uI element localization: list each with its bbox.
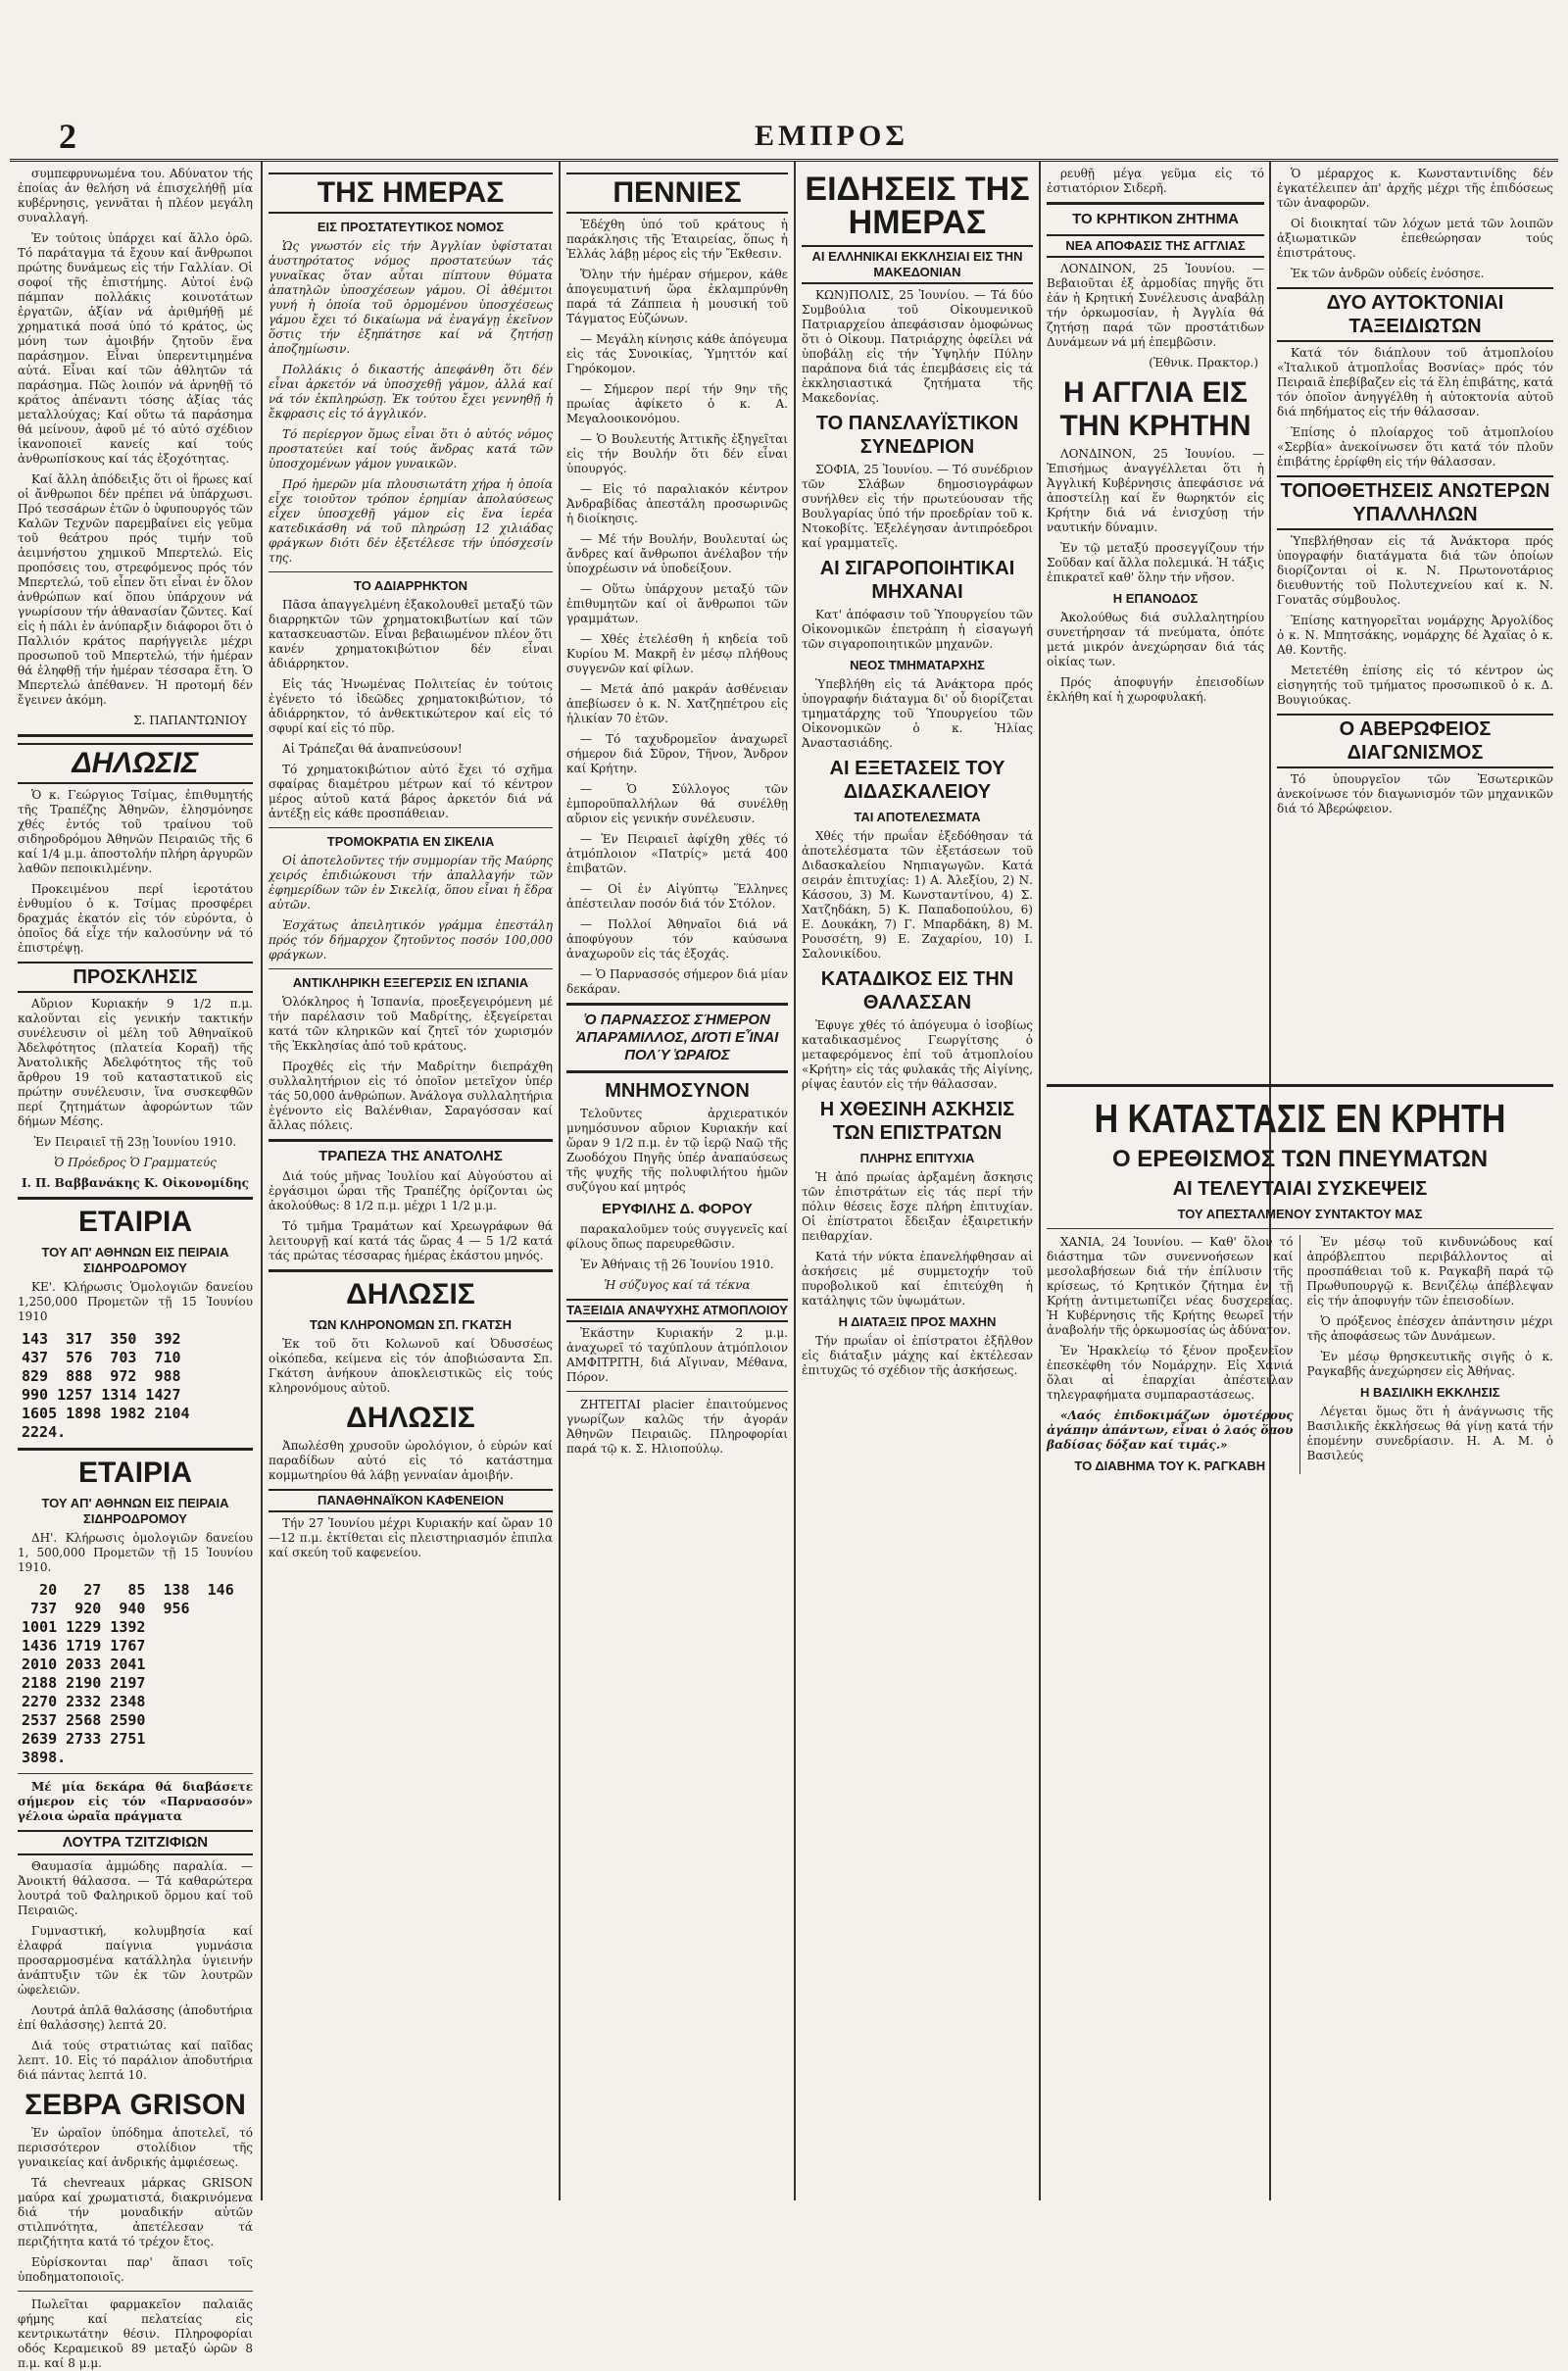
- advert-text: Τά chevreaux μάρκας GRISON μαύρα καί χρωματιστά, διακρινόμενα διά τήν μοναδικήν αὐτῶν στιλπνότητα, ἀπετέλεσαν τά περιζήτητα κατά τό τρέχον ἔτος.: [18, 2176, 253, 2248]
- article-text: Τό χρηματοκιβώτιον αὐτό ἔχει τό σχῆμα σφαίρας διαμέτρου μέτρων καί τό κέντρον μέρος αὐτοῦ κατά βάρος ἀρκετόν διά νά ἀντέξῃ εἰς κάθε προσπάθειαν.: [269, 763, 553, 820]
- brief-text: — Χθές ἐτελέσθη ἡ κηδεία τοῦ Κυρίου Μ. Μακρῆ ἐν μέσῳ πλήθους συγγενῶν καί φίλων.: [566, 632, 788, 675]
- headline-averofios: Ο ΑΒΕΡΩΦΕΙΟΣ ΔΙΑΓΩΝΙΣΜΟΣ: [1277, 714, 1553, 768]
- notice-text: Τελοῦντες ἀρχιερατικόν μνημόσυνον αὔριον Κυριακήν καί ὥραν 9 1/2 π.μ. ἐν τῷ ἱερῷ Ναῷ τῆς Ζωοδόχου Πηγῆς ὑπέρ ἀναπαύσεως τῆς ψυχῆς τῆς πολυφιλήτου ἡμῶν συζύγου καί μητρός: [566, 1107, 788, 1194]
- lottery-text: ΔΗ'. Κλήρωσις ὁμολογιῶν δανείου 1, 500,000 Προμετῶν τῇ 15 Ἰουνίου 1910.: [18, 1531, 253, 1574]
- headline-dilosis: ΔΗΛΩΣΙΣ: [346, 1278, 475, 1310]
- subheadline: Η ΒΑΣΙΛΙΚΗ ΕΚΚΛΗΣΙΣ: [1359, 1385, 1500, 1400]
- divider: [1047, 1228, 1553, 1229]
- article-text: Λέγεται ὅμως ὅτι ἡ ἀνάγνωσις τῆς Βασιλικῆς ἐκκλήσεως θά γίνῃ κατά τήν ἑπομένην συνεδρίασιν. Η. Α. Μ. ὁ Βασιλεύς: [1306, 1405, 1553, 1462]
- article-text: Ἀκολούθως διά συλλαλητηρίου συνετήρησαν τά πνεύματα, ὁπότε μετά μικρόν ἀνεχώρησαν διά τάς οἰκίας των.: [1047, 611, 1264, 668]
- article-text: Τό ὑπουργεῖον τῶν Ἐσωτερικῶν ἀνεκοίνωσε τόν διαγωνισμόν τῶν μηχανικῶν διά τό Ἀβερώφειον.: [1277, 772, 1553, 815]
- divider: [18, 1197, 253, 1200]
- divider: [18, 1773, 253, 1774]
- article-text: Ὑπεβλήθη εἰς τά Ἀνάκτορα πρός ὑπογραφήν διάταγμα δι' οὗ διορίζεται τμηματάρχης τοῦ Ὑπουργείου τῶν Οἰκονομικῶν ὁ κ. Ἠλίας Ἀναστασιάδης.: [802, 677, 1033, 750]
- headline-mnimosynon: ΜΝΗΜΟΣΥΝΟΝ: [605, 1080, 750, 1102]
- brief-text: — Τό ταχυδρομεῖον ἀναχωρεῖ σήμερον διά Σῦρον, Τῆνον, Ἄνδρον καί Κρήτην.: [566, 732, 788, 775]
- column-rule: [1039, 162, 1041, 2200]
- lottery-numbers: 143 317 350 392 437 576 703 710 829 888 972 988 990 1257 1314 1427 1605 1898 1982 2104 2224.: [22, 1330, 190, 1441]
- article-text: Ἐν μέσῳ τοῦ κινδυνώδους καί ἀπρόβλεπτου περιβάλλοντος αἱ προσπάθειαι τοῦ κ. Ραγκαβῆ παρά τῷ Πρωθυπουργῷ κ. Βενιζέλῳ ἀπέβλεψαν εἰς τήν ἀποφυγήν τῶν ἐπεισοδίων.: [1306, 1235, 1553, 1308]
- article-text: Τό περίεργον ὅμως εἶναι ὅτι ὁ αὐτός νόμος προστατεύει καί τούς ἄνδρας κατά τῶν ὑποσχομένων γάμον γυναικῶν.: [269, 427, 553, 470]
- advert-text: Διά τούς στρατιώτας καί παῖδας λεπτ. 10. Εἰς τό παράλιον ἀποδυτήρια διά πάντας λεπτά 10.: [18, 2039, 253, 2082]
- article-text: Ὁλόκληρος ἡ Ἱσπανία, προεξεγειρόμενη μέ τήν παρέλασιν τοῦ Μαδρίτης, ἐξεγείρεται κατά τῶν κληρικῶν καί ζητεῖ τόν χωρισμόν τῆς Ἐκκλησίας ἀπό τοῦ κράτους.: [269, 995, 553, 1053]
- column-2: [269, 167, 553, 2196]
- article-text: Ἐπίσης ὁ πλοίαρχος τοῦ ἀτμοπλοίου «Σερβία» ἀνεκοίνωσεν ὅτι κατά τόν πλοῦν ἐπιβάτης ἐρρίφθη εἰς τήν θάλασσαν.: [1277, 425, 1553, 469]
- article-text: Προχθές εἰς τήν Μαδρίτην διεπράχθη συλλαλητήριον εἰς τό ὁποῖον μετεῖχον ὑπέρ τάς 50,000 ἀνθρώπων. Ἀνάλογα συλλαλητήρια ἐγένοντο εἰς Βαλένθιαν, Σαραγόσσαν καί ἄλλας πόλεις.: [269, 1060, 553, 1132]
- subheadline: ΑΙ ΕΛΛΗΝΙΚΑΙ ΕΚΚΛΗΣΙΑΙ ΕΙΣ ΤΗΝ ΜΑΚΕΔΟΝΙΑΝ: [802, 245, 1033, 284]
- headline-kafeneio: ΠΑΝΑΘΗΝΑΪΚΟΝ ΚΑΦΕΝΕΙΟΝ: [269, 1489, 553, 1512]
- notice-text: Αὔριον Κυριακήν 9 1/2 π.μ. καλοῦνται εἰς γενικήν τακτικήν συνέλευσιν οἱ μέλη τοῦ Ἀθηναϊκοῦ Ἀδελφότητος (πλατεία Κοραῆ) τῆς Ἀνατολικῆς Ἀδελφότητος τῆς τοῦ ἄρθρου 19 τοῦ καταστατικοῦ εἰς πρώτην συνέλευσιν, ἵνα συσκεφθῶν περί ζητημάτων ἀφορώντων τῶν δήμων Μέσης.: [18, 997, 253, 1128]
- article-text: ΚΩΝ)ΠΟΛΙΣ, 25 Ἰουνίου. — Τά δύο Συμβούλια τοῦ Οἰκουμενικοῦ Πατριαρχείου ἀπεφάσισαν ὁμοφώνως ὅτι ὁ Οἰκουμ. Πατριάρχης ὀφείλει νά ὑποβάλῃ εἰς τήν Ὑψηλήν Πύλην παράπονα διά τάς ἐπεμβάσεις εἰς τά ἐκκλησιαστικά ζητήματα τῆς Μακεδονίας.: [802, 288, 1033, 405]
- article-text: Πρός ἀποφυγήν ἐπεισοδίων ἐκλήθη καί ἡ χωροφυλακή.: [1047, 675, 1264, 704]
- brief-text: — Μετά ἀπό μακράν ἀσθένειαν ἀπεβίωσεν ὁ κ. Ν. Χατζηπέτρου εἰς ἡλικίαν 70 ἐτῶν.: [566, 682, 788, 725]
- article-text: Ἐν Ἡρακλείῳ τό ξένον προξενεῖον ἐπεσκέφθη τόν Νομάρχην. Εἰς Χανιά ὅλαι αἱ ἐπαρχίαι ἀπέστειλαν τηλεγραφήματα συμπαραστάσεως.: [1047, 1344, 1294, 1402]
- divider: [1047, 1084, 1553, 1087]
- advert-text: Θαυμασία ἀμμώδης παραλία. — Ἀνοικτή θάλασσα. — Τά καθαρώτερα λουτρά τοῦ Φαληρικοῦ ὅρμου καί τοῦ Πειραιῶς.: [18, 1859, 253, 1917]
- subheadline-etairia: ΤΟΥ ΑΠ' ΑΘΗΝΩΝ ΕΙΣ ΠΕΙΡΑΙΑ ΣΙΔΗΡΟΔΡΟΜΟΥ: [41, 1496, 229, 1526]
- divider: [18, 734, 253, 737]
- divider: [269, 571, 553, 572]
- notice-text: Τήν 27 Ἰουνίου μέχρι Κυριακήν καί ὥραν 10—12 π.μ. ἐκτίθεται εἰς πλειστηριασμόν ἐπιπλα καί σκεύη τοῦ καφενείου.: [269, 1516, 553, 1559]
- divider: [269, 1139, 553, 1142]
- article-text: Πρό ἡμερῶν μία πλουσιωτάτη χήρα ἡ ὁποία εἶχε τοιοῦτον τρόπον ἐρημίαν ἀπολαύσεως εἶχεν ὑποσχεθῇ γάμον εἰς ἕνα ἱερέα κατεδικάσθη νά τοῦ πληρώσῃ 12 χιλιάδας φράγκων διότι δέν ἐξετέλεσε τήν ὑπόσχεσίν της.: [269, 477, 553, 565]
- headline-kritikon: ΤΟ ΚΡΗΤΙΚΟΝ ΖΗΤΗΜΑ: [1072, 211, 1239, 227]
- article-text: Ὑπεβλήθησαν εἰς τά Ἀνάκτορα πρός ὑπογραφήν διατάγματα διά τῶν ὁποίων διορίζονται οἱ κ. Ν. Πρωτονοτάριος διευθυντής τοῦ Πολυτεχνείου καί κ. Ν. Γονατᾶς σύμβουλος.: [1277, 534, 1553, 607]
- newspaper-title: ΕΜΠΡΟΣ: [755, 120, 908, 152]
- article-text: Ὡς γνωστόν εἰς τήν Ἀγγλίαν ὑφίσταται ἀυστηρότατος νόμος προστατεύων τάς γυναῖκας ὅταν αὗται πίπτουν θύματα ἀπατηλῶν ὑποσχέσεων γάμου. Οἱ ἀθέμιτοι γυνή ἡ ὁποία τοῦ ὁρμομένου ὑποσχέσεως γάμου ἔχει τό δικαίωμα νά ἐναγάγῃ ἐκεῖνον ὅστις τήν ἐξηπάτησε καί νά ζητήσῃ ἀποζημίωσιν.: [269, 239, 553, 356]
- subheadline: Η ΔΙΑΤΑΞΙΣ ΠΡΟΣ ΜΑΧΗΝ: [838, 1314, 997, 1329]
- article-text: Ἐπίσης κατηγορεῖται νομάρχης Ἀργολίδος ὁ κ. Ν. Μπητσάκης, νομάρχης δέ Ἀχαΐας ὁ κ. Αθ. Κοντῆς.: [1277, 614, 1553, 657]
- notice-text: Τό τμῆμα Τραμάτων καί Χρεωγράφων θά λειτουργῇ καί κατά τάς ὥρας 4 — 5 1/2 κατά τάς πρώτας τέσσαρας ἡμέρας ἑκάστου μηνός.: [269, 1219, 553, 1262]
- headline-sevra-grison: ΣΕΒΡΑ GRISON: [24, 2089, 246, 2121]
- headline-panslavistikon: ΤΟ ΠΑΝΣΛΑΥΪΣΤΙΚΟΝ ΣΥΝΕΔΡΙΟΝ: [815, 413, 1019, 458]
- article-text: ΛΟΝΔΙΝΟΝ, 25 Ἰουνίου. — Ἐπισήμως ἀναγγέλλεται ὅτι ἡ Ἀγγλική Κυβέρνησις ἀπεφάσισε νά ἀποστείλῃ καί ἕν θωρηκτόν εἰς Κρήτην διά νά ἐνισχύσῃ τήν ναυτικήν δύναμιν.: [1047, 447, 1264, 534]
- article-text: Ὁ μέραρχος κ. Κωνσταντινίδης δέν ἐγκατέλειπεν ἀπ' ἀρχῆς μέχρι τῆς ἐπιδόσεως τῶν ἀναφορῶν.: [1277, 167, 1553, 210]
- subheadline: ΝΕΟΣ ΤΜΗΜΑΤΑΡΧΗΣ: [850, 658, 985, 672]
- brief-text: — Πολλοί Ἀθηναῖοι διά νά ἀποφύγουν τόν καύσωνα ἀναχωροῦν εἰς τάς ἐξοχάς.: [566, 917, 788, 961]
- article-text: Χθές τήν πρωΐαν ἐξεδόθησαν τά ἀποτελέσματα τῶν ἐξετάσεων τοῦ Διδασκαλείου Νηπιαγωγῶν. Κατά σειράν ἐπιτυχίας: 1) Α. Ἀλεξίου, 2) Ν. Κάσσου, 3) Μ. Κωνσταντίνου, 4) Σ. Χατζηδάκη, 5) Κ. Παπαδοπούλου, 6) Ε. Δουκάκη, 7) Γ. Μπαρδάκη, 8) Μ. Ρουσσέτη, 9) Ε. Ζαχαρίου, 10) Ι. Σαλονικίδου.: [802, 829, 1033, 961]
- column-rule: [261, 162, 263, 2200]
- subheadline: ΤΟ ΑΔΙΑΡΡΗΚΤΟΝ: [353, 578, 467, 593]
- article-text: Κατά τήν νύκτα ἐπανελήφθησαν αἱ ἀσκήσεις μέ συμμετοχήν τοῦ πυροβολικοῦ καί ἐπιτεύχθη ἡ κατάληψις τῶν ὑψωμάτων.: [802, 1250, 1033, 1308]
- article-text: Εἰς τάς Ἡνωμένας Πολιτείας ἐν τούτοις ἐγένετο τό ἰδεῶδες χρηματοκιβώτιον, τό ἀδιάρρηκτον, τό ἀνθεκτικώτερον καί εἰς τό σφυρί καί εἰς τό πῦρ.: [269, 677, 553, 735]
- divider: [18, 2291, 253, 2292]
- headline-taxeidia: ΤΑΞΕΙΔΙΑ ΑΝΑΨΥΧΗΣ ΑΤΜΟΠΛΟΙΟΥ: [566, 1299, 788, 1322]
- notice-names: Ι. Π. Βαββανάκης Κ. Οἰκονομίδης: [22, 1176, 249, 1190]
- headline-dilosis: ΔΗΛΩΣΙΣ: [346, 1402, 475, 1434]
- article-text: Ἡ ἀπό πρωίας ἀρξαμένη ἄσκησις τῶν ἐπιστράτων εἰς τάς περί τήν πόλιν θέσεις ἔσχε πλήρη ἐπιτυχίαν. Οἱ ἐπίστρατοι ἔδειξαν ἐξαιρετικήν πειθαρχίαν.: [802, 1170, 1033, 1243]
- page-number: 2: [59, 117, 76, 156]
- article-text: Ἐν μέσῳ θρησκευτικῆς σιγῆς ὁ κ. Ραγκαβῆς ἀνεχώρησεν εἰς Ἀθήνας.: [1306, 1350, 1553, 1378]
- column-rule: [794, 162, 796, 2200]
- headline-katadikos: ΚΑΤΑΔΙΚΟΣ ΕΙΣ ΤΗΝ ΘΑΛΑΣΣΑΝ: [820, 968, 1014, 1013]
- newspaper-page: [10, 0, 1558, 2370]
- notice-date: Ἐν Ἀθήναις τῇ 26 Ἰουνίου 1910.: [580, 1258, 774, 1271]
- column-4: [802, 167, 1033, 2196]
- lottery-numbers: 20 27 85 138 146 737 920 940 956 1001 1229 1392 1436 1719 1767 2010 2033 2041 2188 2190 2197 2270 2332 2348 2537 2568 2590 2639 2733 2751 3898.: [22, 1581, 234, 1766]
- article-text: ΣΟΦΙΑ, 25 Ἰουνίου. — Τό συνέδριον τῶν Σλάβων δημοσιογράφων συνήλθεν εἰς τήν πρωτεύουσαν τῆς Βουλγαρίας ὑπό τήν προεδρίαν τοῦ κ. Ντοκοβίτς. Ἐξελέγησαν ἀντιπρόεδροι καί γραμματεῖς.: [802, 463, 1033, 550]
- article-text: Ἐσχάτως ἀπειλητικόν γράμμα ἐπεστάλη πρός τόν δήμαρχον ζητοῦντος ποσόν 100,000 φράγκων.: [269, 918, 553, 962]
- headline-erethismos: Ο ΕΡΕΘΙΣΜΟΣ ΤΩΝ ΠΝΕΥΜΑΤΩΝ: [1111, 1146, 1489, 1172]
- headline-pennies: ΠΕΝΝΙΕΣ: [566, 173, 788, 214]
- notice-text: παρακαλοῦμεν τούς συγγενεῖς καί φίλους ὅπως παρευρεθῶσιν.: [566, 1222, 788, 1251]
- headline-eidiseis: ΕΙΔΗΣΕΙΣ ΤΗΣ ΗΜΕΡΑΣ: [805, 171, 1030, 241]
- article-text: Αἱ Τράπεζαι θά ἀναπνεύσουν!: [282, 742, 463, 756]
- column-3: [566, 167, 788, 2196]
- divider: [566, 1003, 788, 1006]
- article-text: Οἱ διοικηταί τῶν λόχων μετά τῶν λοιπῶν ἀξιωματικῶν ἐπεθεώρησαν τούς ἐπιστράτους.: [1277, 217, 1553, 260]
- notice-text: Ἀπωλέσθη χρυσοῦν ὡρολόγιον, ὁ εὑρών καί παραδίδων αὐτό εἰς τό κατάστημα κομμωτηρίου θά λάβῃ γενναίαν ἀμοιβήν.: [269, 1439, 553, 1482]
- article-text: Ἐφυγε χθές τό ἀπόγευμα ὁ ἰσοβίως καταδικασμένος Γεωργίτσης ὁ μεταφερόμενος ἐπί τοῦ ἀτμοπλοίου «Κρήτη» εἰς τάς φυλακάς τῆς Αἰγίνης, ρίψας ἑαυτόν εἰς τήν θάλασσαν.: [802, 1018, 1033, 1091]
- headline-sigaropoitikai: ΑΙ ΣΙΓΑΡΟΠΟΙΗΤΙΚΑΙ ΜΗΧΑΝΑΙ: [819, 558, 1015, 603]
- column-1: [18, 167, 253, 2370]
- headline-loutra: ΛΟΥΤΡΑ ΤΖΙΤΖΙΦΙΩΝ: [18, 1830, 253, 1855]
- headline-tis-imeras: ΤΗΣ ΗΜΕΡΑΣ: [269, 173, 553, 214]
- crete-article-columns: [1047, 1235, 1553, 1474]
- brief-text: — Ὁ Παρνασσός σήμερον διά μίαν δεκάραν.: [566, 967, 788, 996]
- article-text: Πολλάκις ὁ δικαστής ἀπεφάνθη ὅτι δέν εἶναι ἀρκετόν νά ὑποσχεθῇ γάμον, ἀλλά καί νά τόν ἐκπληρώσῃ. Ἐκ τούτου ἔχει γεννηθῇ ἡ ἔκφρασις εἰς τό ἀγγλικόν.: [269, 363, 553, 420]
- subheadline: ΤΡΟΜΟΚΡΑΤΙΑ ΕΝ ΣΙΚΕΛΙΑ: [326, 834, 495, 849]
- notice-text: ΖΗΤΕΙΤΑΙ placier ἐπαιτούμενος γνωρίζων καλῶς τήν ἀγοράν Ἀθηνῶν Πειραιῶς. Πληροφορίαι παρά τῷ κ. Σ. Ηλιοπούλῳ.: [566, 1398, 788, 1456]
- headline-aftoktoniai: ΔΥΟ ΑΥΤΟΚΤΟΝΙΑΙ ΤΑΞΕΙΔΙΩΤΩΝ: [1277, 287, 1553, 342]
- brief-text: — Εἰς τό παραλιακόν κέντρον Ἀνδραβίδας ἀπεστάλη προσωρινῶς ἡ διοίκησις.: [566, 482, 788, 525]
- divider: [269, 827, 553, 828]
- article-text: Τήν πρωΐαν οἱ ἐπίστρατοι ἐξῆλθον εἰς διάταξιν μάχης καί ἐκτέλεσαν ἐπιτυχῶς τό σχέδιον τῆς ἀσκήσεως.: [802, 1334, 1033, 1377]
- headline-exetaseis: ΑΙ ΕΞΕΤΑΣΕΙΣ ΤΟΥ ΔΙΔΑΣΚΑΛΕΙΟΥ: [829, 758, 1005, 803]
- notice-text: Προκειμένου περί ἱεροτάτου ἐνθυμίου ὁ κ. Τσίμας προσφέρει δραχμάς ἑκατόν εἰς τόν εὑρόντα, ὁ ὁποῖος δά εἶχε τήν καλοσύνην νά τό ἐπιστρέψῃ.: [18, 882, 253, 955]
- headline-dilosis: ΔΗΛΩΣΙΣ: [18, 743, 253, 784]
- article-text: Πᾶσα ἀπαγγελμένη ἐξακολουθεῖ μεταξύ τῶν διαρρηκτῶν τῶν χρηματοκιβωτίων καί τῶν κατασκευαστῶν. Εἶναι βεβαιωμένον πλέον ὅτι κανέν χρηματοκιβώτιον δέν εἶναι ἀδιάρρηκτον.: [269, 598, 553, 670]
- article-text: ΧΑΝΙΑ, 24 Ἰουνίου. — Καθ' ὅλον τό διάστημα τῶν συνεννοήσεων καί μεσολαβήσεων διά τήν ἐπίλυσιν τῆς κρίσεως, τό Κρητικόν ζήτημα ἐν τῇ Κρήτῃ ἀντιμετωπίζει νέας δυσχερείας. Ἡ Κυβέρνησις τῆς Κρήτης θεωρεῖ τήν ἀναβολήν τῆς ὁρκωμοσίας ὡς ἀδύνατον.: [1047, 1235, 1294, 1337]
- brief-text: Ὅλην τήν ἡμέραν σήμερον, κάθε ἀπογευματινή ὥρα ἐκλαμπρύνθη παρά τά Ζάππεια ἡ μουσική τοῦ Τάγματος Εὐζώνων.: [566, 268, 788, 325]
- article-text: Καί ἄλλη ἀπόδειξις ὅτι οἱ ἥρωες καί οἱ ἄνθρωποι δέν πρέπει νά ὑπάρχωσι. Πρό τεσσάρων ἐτῶν ὁ ὑφυπουργός τῶν Καλῶν Τεχνῶν παρεμβαίνει εἰς γεῦμα τοῦ θεάτρου πρός τιμήν τοῦ ἀειμνήστου χημικοῦ Μπερτελώ. Εἰς προπόσεις του, στρεφόμενος πρός τόν Μπερτελώ, τοῦ εἶπεν ὅτι εἶναι ἐν ὅλον ἀνθρώπων καί ὅπου ὑπάρχουν νά γνωρίσουν τήν ἀθανασίαν ζῶντες. Καί εἰς ἡ πάλι ἐν ἀνύπαρξιν διάφοροι ὅτι ὁ Παλλιόν κράτος παρήγγειλε μέχρι προσωποῦ τοῦ Μπερτελώ, τήν ἡμέραν θά ἐληφθῇ τήν ἡμέραν τέσσαρα ἔτη. Ὁ Μπερτελώ ἀπέθανεν. Ἡ προτομή δέν ἔγεινεν ἀκόμη.: [18, 472, 253, 707]
- brief-text: — Μέ τήν Βουλήν, Βουλευταί ὡς ἄνδρες καί ἄνθρωποι ἀνέλαβον τήν ὑποχρέωσιν νά ὑποδείξουν.: [566, 532, 788, 575]
- article-text: Οἱ ἀποτελοῦντες τήν συμμορίαν τῆς Μαύρης χειρός ἐπιδιώκουσι τήν ἀπαλλαγήν τῶν ἐφημερίδων τῶν ἐν Σικελίᾳ, ὅπου εἶναι ἡ ἔδρα αὐτῶν.: [269, 854, 553, 912]
- brief-text: — Σήμερον περί τήν 9ην τῆς πρωίας ἀφίκετο ὁ κ. Α. Μεγαλοοικονόμου.: [566, 382, 788, 425]
- article-quote: «Λαός ἐπιδοκιμάζων ὁμοτέρους ἀγάπην ἀπάντων, εἶναι ὁ λαός ὅπου βαδίσας δόξαν καί τιμάς.»: [1047, 1408, 1294, 1452]
- advert-text: Λουτρά ἁπλᾶ θαλάσσης (ἀποδυτήρια ἐπί θαλάσσης) λεπτά 20.: [18, 2003, 253, 2032]
- headline-trapeza: ΤΡΑΠΕΖΑ ΤΗΣ ΑΝΑΤΟΛΗΣ: [318, 1148, 503, 1164]
- divider: [566, 1070, 788, 1073]
- notice-roles: Ὁ Πρόεδρος Ὁ Γραμματεύς: [54, 1156, 217, 1169]
- notice-signature: Ἡ σύζυγος καί τά τέκνα: [604, 1278, 751, 1292]
- headline-topothetiseis: ΤΟΠΟΘΕΤΗΣΕΙΣ ΑΝΩΤΕΡΩΝ ΥΠΑΛΛΗΛΩΝ: [1277, 475, 1553, 530]
- divider: [269, 968, 553, 969]
- headline-etairia: ΕΤΑΙΡΙΑ: [77, 1206, 193, 1238]
- article-text: Κατ' ἀπόφασιν τοῦ Ὑπουργείου τῶν Οἰκονομικῶν ἐπετράπη ἡ εἰσαγωγή τῶν σιγαροποιητικῶν μηχανῶν.: [802, 608, 1033, 651]
- subheadline: ΝΕΑ ΑΠΟΦΑΣΙΣ ΤΗΣ ΑΓΓΛΙΑΣ: [1047, 234, 1264, 258]
- deceased-name: ΕΡΥΦΙΛΗΣ Δ. ΦΟΡΟΥ: [602, 1201, 753, 1217]
- headline-etairia: ΕΤΑΙΡΙΑ: [77, 1457, 193, 1489]
- article-text: ΛΟΝΔΙΝΟΝ, 25 Ἰουνίου. — Βεβαιοῦται ἐξ ἀρμοδίας πηγῆς ὅτι ἐάν ἡ Κρητική Συνέλευσις ἀναβάλῃ τήν ὁρκωμοσίαν, ἡ Ἀγγλία θά ζητήσῃ παρά τῶν προστάτιδων Δυνάμεων νά μή ἐπεμβῶσιν.: [1047, 262, 1264, 349]
- notice-text: Ὁ κ. Γεώργιος Τσίμας, ἐπιθυμητής τῆς Τραπέζης Ἀθηνῶν, ἐλησμόνησε χθές ἐντός τοῦ τραίνου τοῦ σιδηροδρόμου Ἀθηνῶν Πειραιῶς τῆς 6 καί 1/4 μ.μ. ἀποστολήν πλήρη ἀργυρῶν λαθῶν πεποικιλμένην.: [18, 788, 253, 875]
- brief-text: — Μεγάλη κίνησις κάθε ἀπόγευμα εἰς τάς Συνοικίας, Ὑμηττόν καί Γηρόκομον.: [566, 332, 788, 375]
- headline-katastasis: Η ΚΑΤΑΣΤΑΣΙΣ ΕΝ ΚΡΗΤΗ: [1094, 1097, 1506, 1142]
- advert-text: Ἐν ὡραῖον ὑπόδημα ἀποτελεῖ, τό περισσότερον στολίδιον τῆς γυναικείας καί ἀνδρικής ἀμφιέσεως.: [18, 2126, 253, 2169]
- news-source: (Ἐθνικ. Πρακτορ.): [1149, 356, 1258, 370]
- subheadline: ΑΝΤΙΚΛΗΡΙΚΗ ΕΞΕΓΕΡΣΙΣ ΕΝ ΙΣΠΑΝΙΑ: [292, 975, 529, 990]
- advert-text: Μέ μία δεκάρα θά διαβάσετε σήμερον εἰς τόν «Παρνασσόν» γέλοια ὡραῖα πράγματα: [18, 1780, 253, 1823]
- subheadline-etairia: ΤΟΥ ΑΠ' ΑΘΗΝΩΝ ΕΙΣ ΠΕΙΡΑΙΑ ΣΙΔΗΡΟΔΡΟΜΟΥ: [41, 1245, 229, 1275]
- subheadline: Η ΕΠΑΝΟΔΟΣ: [1112, 591, 1199, 606]
- article-text: Ἐν τούτοις ὑπάρχει καί ἄλλο ὁρῶ. Τό παράταγμα τά ἔχουν καί ἄνθρωποι πρώτης δυνάμεως εἰς τήν Γαλλίαν. Οἱ σοφοί τῆς ἐπιστήμης. Αὐτοί ἐνῷ πάμπαν πολλάκις κοινοτάτων ἐργατῶν, ἀξίαν νά ἀριθμήθῇ μέ χρηματικά ποσά ὑπό τό κράτος, ὡς μόνη των ἀμοιβήν ζητοῦν ἕνα παράσημον. Εἶναι ὑπερεντιμημένα αὐτά. Εἶναι καί τῶν ἀθλητῶν τά παράσημα. Πῶς λοιπόν νά ἀρνηθῇ τό κράτος ἀπέναντι τόσης ἀξίας τάς μεταλλούχας; Καί οὕτω τά παράσημα θά μείνουν, ἀφοῦ μέ τό αὐτό σχέδιον ἱκανοποιεῖ κανείς καί τούς ἀνθρωπίσκους καί τάς ἐξοχότητας.: [18, 231, 253, 466]
- crete-spread: [1047, 1078, 1553, 2196]
- article-text: συμπεφρυνωμένα του. Αδύνατον τής ἐποίας ἀν θελήση νά ἐπισχελήθῇ μία κυβέρνησις, γεννᾶται ἡ πλέον μεγάλη συναλλαγή.: [18, 167, 253, 224]
- advert-text: Γυμναστική, κολυμβησία καί ἐλαφρά παίγνια γυμνάσια προσαρμοσμένα κατάλληλα ὑγιεινήν ἀνάπτυξιν τῶν ἐκ τῶν λουτρῶν ὠφελειῶν.: [18, 1924, 253, 1997]
- subheadline: ΠΛΗΡΗΣ ΕΠΙΤΥΧΙΑ: [859, 1151, 975, 1165]
- column-6: [1277, 167, 1553, 853]
- advert-text: Πωλεῖται φαρμακεῖον παλαιᾶς φήμης καί πελατείας εἰς κεντρικωτάτην θέσιν. Πληροφορίαι οδός Κεραμεικοῦ 89 μεταξύ ὡρῶν 8 π.μ. καί 8 μ.μ.: [18, 2297, 253, 2370]
- lottery-text: ΚΕ'. Κλήρωσις Ὁμολογιῶν δανείου 1,250,000 Προμετῶν τῇ 15 Ἰουνίου 1910: [18, 1280, 253, 1323]
- headline-parnassos: Ὁ ΠΑΡΝΑΣΣΟΣ ΣΉΜΕΡΟΝ ἈΠΑΡΆΜΙΛΛΟΣ, ΔΙΌΤΙ ΕἾΝΑΙ ΠΟΛΎ ὩΡΑΙ͂ΟΣ: [575, 1012, 779, 1063]
- notice-date: Ἐν Πειραιεῖ τῇ 23ῃ Ἰουνίου 1910.: [33, 1135, 237, 1149]
- divider: [269, 1269, 553, 1272]
- subheadline: ΤΑΙ ΑΠΟΤΕΛΕΣΜΑΤΑ: [854, 810, 981, 824]
- brief-text: — Ὁ Σύλλογος τῶν ἐμποροϋπαλλήλων θά συνέλθῃ αὔριον εἰς γενικήν συνέλευσιν.: [566, 782, 788, 825]
- headline-syskepseis: ΑΙ ΤΕΛΕΥΤΑΙΑΙ ΣΥΣΚΕΨΕΙΣ: [1172, 1178, 1428, 1200]
- subheadline: ΤΟ ΔΙΑΒΗΜΑ ΤΟΥ Κ. ΡΑΓΚΑΒΗ: [1074, 1458, 1266, 1473]
- subheadline: ΤΩΝ ΚΛΗΡΟΝΟΜΩΝ ΣΠ. ΓΚΑΤΣΗ: [309, 1317, 513, 1332]
- headline-anglia: Η ΑΓΓΛΙΑ ΕΙΣ ΤΗΝ ΚΡΗΤΗΝ: [1059, 376, 1251, 442]
- brief-text: — Οὕτω ὑπάρχουν μεταξύ τῶν ἐπιθυμητῶν καί οἱ ἄνθρωποι τῶν γραμμάτων.: [566, 582, 788, 625]
- divider: [566, 1391, 788, 1392]
- headline-proskliseis: ΠΡΟΣΚΛΗΣΙΣ: [18, 962, 253, 993]
- brief-text: — Ἐν Πειραιεῖ ἀφίχθη χθές τό ἀτμόπλοιον «Πατρίς» μετά 400 ἐπιβατῶν.: [566, 832, 788, 875]
- subheadline: ΤΟΥ ΑΠΕΣΤΑΛΜΕΝΟΥ ΣΥΝΤΑΚΤΟΥ ΜΑΣ: [1177, 1207, 1423, 1221]
- notice-text: Διά τούς μῆνας Ἰουλίου καί Αὐγούστου αἱ ἐργάσιμοι ὧραι τῆς Τραπέζης ὁρίζονται ὡς ἀκολούθως: 8 1/2 π.μ. μέχρι 1 1/2 μ.μ.: [269, 1169, 553, 1212]
- masthead: [10, 116, 1558, 162]
- author-signature: Σ. ΠΑΠΑΝΤΩΝΙΟΥ: [133, 714, 247, 727]
- article-text: Ἐν τῷ μεταξύ προσεγγίζουν τήν Σοῦδαν καί ἄλλα πολεμικά. Ἡ τάξις ἐπικρατεῖ καθ' ὅλην τήν νῆσον.: [1047, 541, 1264, 584]
- article-text: Κατά τόν διάπλουν τοῦ ἀτμοπλοίου «Ἰταλικοῦ ἀτμοπλοΐας Βοσνίας» πρός τόν Πειραιᾶ ἐπεβίβαζεν εἰς τά ἕλη ἐπιβάτης, κατά τόν ὁποῖον ἀνηγγέλθη ἡ αὐτοκτονία αὐτοῦ διά πηδήματος εἰς τήν θάλασσαν.: [1277, 346, 1553, 419]
- brief-text: — Οἱ ἐν Αἰγύπτῳ Ἕλληνες ἀπέστειλαν ποσόν διά τόν Στόλον.: [566, 882, 788, 911]
- advert-text: Εὑρίσκονται παρ' ἅπασι τοῖς ὑποδηματοποιοῖς.: [18, 2255, 253, 2284]
- article-text: Μετετέθη ἐπίσης εἰς τό κέντρον ὡς εἰσηγητής τοῦ τμήματος προσωπικοῦ ὁ κ. Δ. Βουγιούκας.: [1277, 664, 1553, 707]
- subheadline: ΕΙΣ ΠΡΟΣΤΑΤΕΥΤΙΚΟΣ ΝΟΜΟΣ: [317, 220, 505, 234]
- divider: [18, 1448, 253, 1451]
- notice-text: Ἐκάστην Κυριακήν 2 μ.μ. ἀναχωρεῖ τό ταχύπλουν ἀτμόπλοιον ΑΜΦΙΤΡΙΤΗ, διά Αἴγιναν, Μέθανα, Πόρον.: [566, 1326, 788, 1384]
- brief-text: — Ὁ Βουλευτής Ἀττικῆς ἐξηγεῖται εἰς τήν Βουλήν ὅτι δέν εἶναι ὑπουργός.: [566, 432, 788, 475]
- headline-askisis: Η ΧΘΕΣΙΝΗ ΑΣΚΗΣΙΣ ΤΩΝ ΕΠΙΣΤΡΑΤΩΝ: [819, 1099, 1015, 1144]
- column-rule: [559, 162, 561, 2200]
- divider: [1047, 202, 1264, 205]
- notice-text: Ἐκ τοῦ ὅτι Κολωνοῦ καί Ὀδυσσέως οἰκόπεδα, κείμενα εἰς τόν ἀποβιώσαντα Σπ. Γκάτση ἀνήκουν ἀποκλειστικῶς εἰς τούς κληρονόμους αὐτοῦ.: [269, 1337, 553, 1395]
- article-text: Ὁ πρόξενος ἐπέσχεν ἀπάντησιν μέχρι τῆς ἀποφάσεως τῶν Δυνάμεων.: [1306, 1314, 1553, 1343]
- article-text: ρευθῇ μέγα γεῦμα εἰς τό ἐστιατόριον Σιδερῆ.: [1047, 167, 1264, 195]
- brief-text: Ἐδέχθη ὑπό τοῦ κράτους ἡ παράκλησις τῆς Ἑταιρείας, ὅπως ἡ Ἑλλάς λάβῃ μέρος εἰς τήν Ἔκθεσιν.: [566, 218, 788, 261]
- article-text: Ἐκ τῶν ἀνδρῶν οὐδείς ἐνόσησε.: [1291, 267, 1485, 280]
